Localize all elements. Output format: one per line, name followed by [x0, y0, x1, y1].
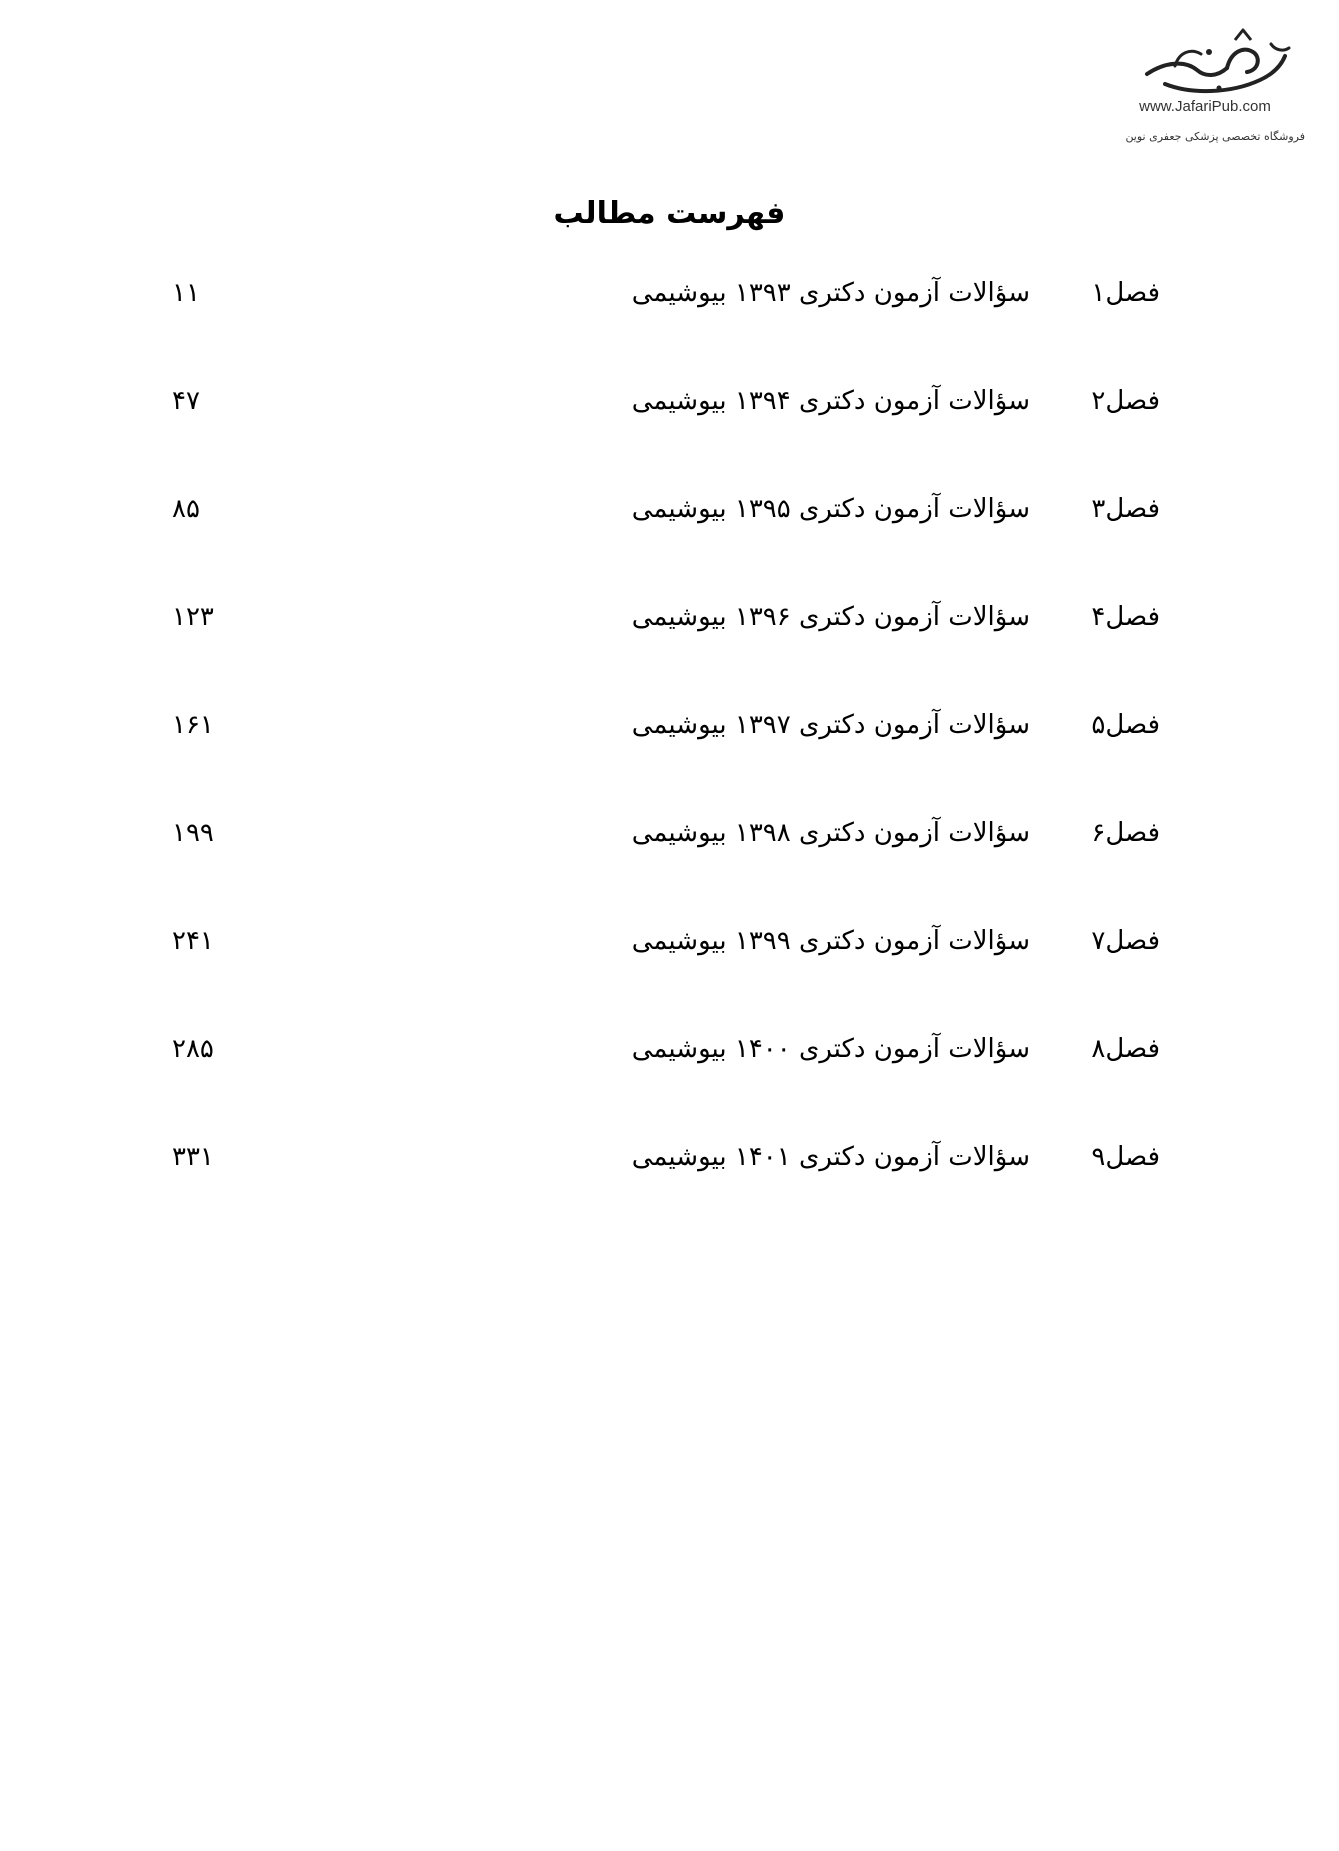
toc-entry: [150, 926, 1190, 1034]
toc-page-number: ۳۳۱: [172, 1142, 214, 1172]
toc-entry-title: سؤالات آزمون دکتری ۱۳۹۳ بیوشیمی: [631, 278, 1030, 308]
toc-entry-title: سؤالات آزمون دکتری ۱۳۹۴ بیوشیمی: [631, 386, 1030, 416]
toc-entry-title: سؤالات آزمون دکتری ۱۳۹۶ بیوشیمی: [631, 602, 1030, 632]
toc-entry-title: سؤالات آزمون دکتری ۱۳۹۸ بیوشیمی: [631, 818, 1030, 848]
toc-chapter-label: فصل۴: [1091, 602, 1160, 632]
toc-entry: [150, 818, 1190, 926]
toc-chapter-label: فصل۱: [1091, 278, 1160, 308]
page-title: فهرست مطالب: [553, 196, 786, 231]
toc-chapter-label: فصل۷: [1091, 926, 1160, 956]
toc-entry: [150, 602, 1190, 710]
toc-entry-title: سؤالات آزمون دکتری ۱۴۰۰ بیوشیمی: [631, 1034, 1030, 1064]
publisher-tagline: فروشگاه تخصصی پزشکی جعفری نوین: [1125, 130, 1305, 143]
publisher-logo: [1105, 22, 1325, 152]
toc-page-number: ۴۷: [172, 386, 200, 416]
toc-entry-title: سؤالات آزمون دکتری ۱۳۹۵ بیوشیمی: [631, 494, 1030, 524]
toc-chapter-label: فصل۲: [1091, 386, 1160, 416]
toc-chapter-label: فصل۸: [1091, 1034, 1160, 1064]
toc-entry: [150, 1034, 1190, 1142]
toc-chapter-label: فصل۶: [1091, 818, 1160, 848]
toc-page-number: ۸۵: [172, 494, 200, 524]
toc-entry-title: سؤالات آزمون دکتری ۱۴۰۱ بیوشیمی: [631, 1142, 1030, 1172]
toc-page-number: ۲۴۱: [172, 926, 214, 956]
toc-page-number: ۲۸۵: [172, 1034, 214, 1064]
toc-entry: [150, 710, 1190, 818]
toc-chapter-label: فصل۵: [1091, 710, 1160, 740]
publisher-url: www.JafariPub.com: [1139, 98, 1271, 115]
toc-page-number: ۱۲۳: [172, 602, 214, 632]
toc-entry: [150, 494, 1190, 602]
toc-entry: [150, 386, 1190, 494]
toc-page-number: ۱۶۱: [172, 710, 214, 740]
toc-chapter-label: فصل۹: [1091, 1142, 1160, 1172]
table-of-contents: [150, 278, 1190, 1250]
toc-chapter-label: فصل۳: [1091, 494, 1160, 524]
toc-page-number: ۱۹۹: [172, 818, 214, 848]
toc-entry: [150, 1142, 1190, 1250]
toc-page-number: ۱۱: [172, 278, 200, 308]
jafaripub-calligraphy-logo-icon: [1135, 22, 1295, 106]
toc-entry-title: سؤالات آزمون دکتری ۱۳۹۷ بیوشیمی: [631, 710, 1030, 740]
toc-entry-title: سؤالات آزمون دکتری ۱۳۹۹ بیوشیمی: [631, 926, 1030, 956]
toc-entry: [150, 278, 1190, 386]
